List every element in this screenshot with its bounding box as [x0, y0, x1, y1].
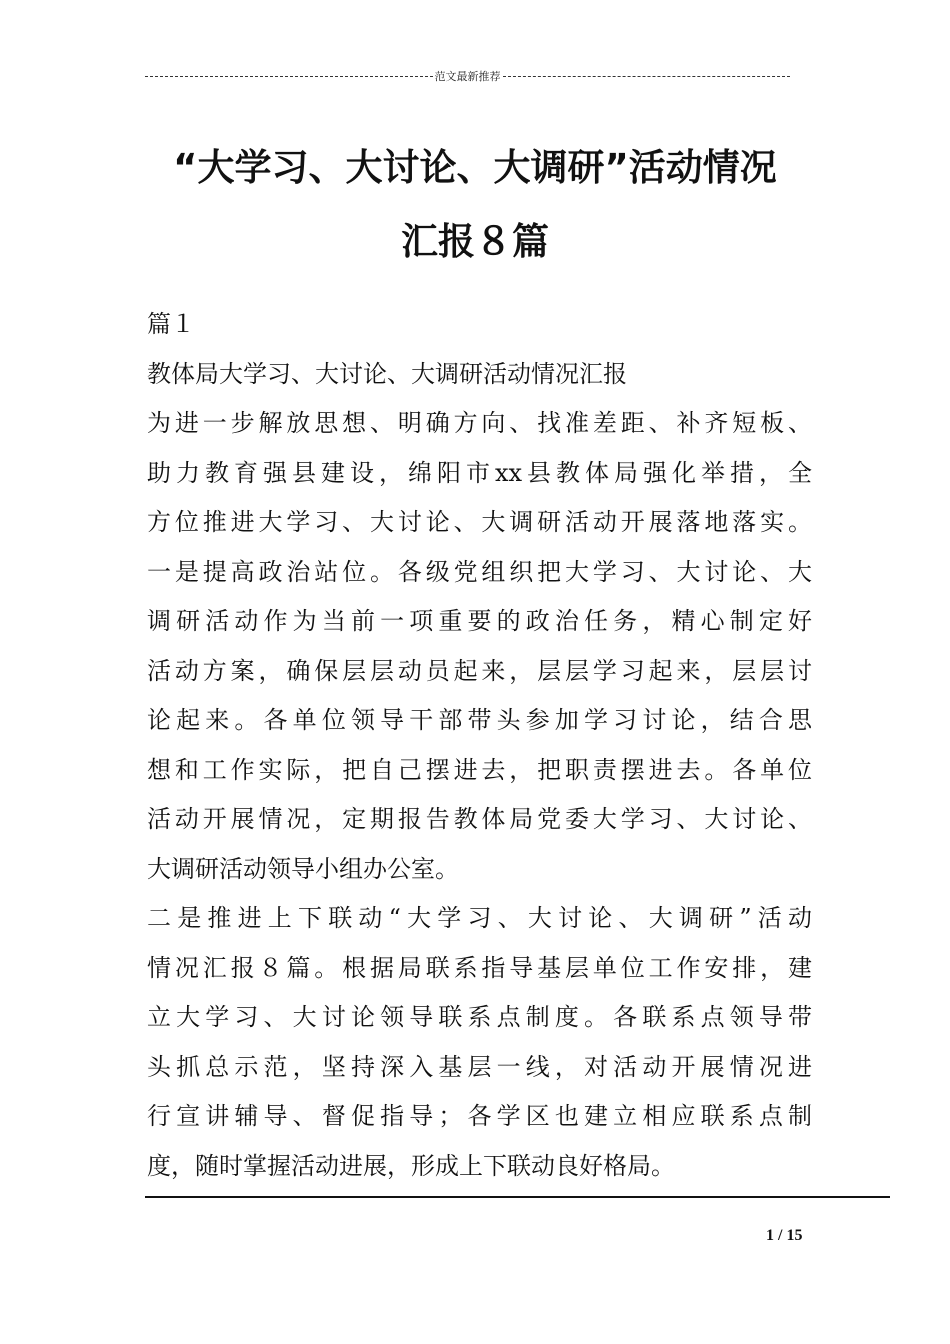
body-line: 活动开展情况，定期报告教体局党委大学习、大讨论、	[147, 805, 812, 833]
body-line: 想和工作实际，把自己摆进去，把职责摆进去。各单位	[147, 755, 812, 784]
body-line: 活动方案，确保层层动员起来，层层学习起来，层层讨	[147, 656, 812, 685]
body-line: 度，随时掌握活动进展，形成上下联动良好格局。	[147, 1151, 675, 1180]
body-line: 行宣讲辅导、督促指导；各学区也建立相应联系点制	[147, 1102, 812, 1130]
body-line: 为进一步解放思想、明确方向、找准差距、补齐短板、	[147, 409, 812, 437]
body-line: 论起来。各单位领导干部带头参加学习讨论，结合思	[147, 706, 812, 734]
body-line: 一是提高政治站位。各级党组织把大学习、大讨论、大	[147, 557, 812, 586]
document-title-line-1: “大学习、大讨论、大调研”活动情况	[173, 146, 777, 189]
body-line: 调研活动作为当前一项重要的政治任务，精心制定好	[147, 607, 812, 635]
footer-divider	[145, 1196, 890, 1198]
article-subtitle: 教体局大学习、大讨论、大调研活动情况汇报	[147, 359, 627, 388]
body-line: 头抓总示范，坚持深入基层一线，对活动开展情况进	[147, 1052, 812, 1081]
header-label: 范文最新推荐	[434, 70, 501, 83]
document-body	[147, 300, 812, 1191]
body-line: 二是推进上下联动“大学习、大讨论、大调研”活动	[147, 904, 812, 932]
page-header	[145, 68, 790, 84]
body-line: 大调研活动领导小组办公室。	[147, 854, 459, 883]
header-dash-right	[503, 76, 791, 77]
section-heading: 篇１	[147, 310, 195, 338]
header-dash-left	[145, 76, 433, 77]
body-line: 立大学习、大讨论领导联系点制度。各联系点领导带	[147, 1003, 812, 1031]
body-line: 情况汇报８篇。根据局联系指导基层单位工作安排，建	[147, 953, 812, 982]
document-title-line-2: 汇报８篇	[401, 220, 549, 263]
page-number: 1 / 15	[766, 1227, 803, 1244]
body-line: 助力教育强县建设，绵阳市xx县教体局强化举措，全	[147, 458, 812, 487]
body-line: 方位推进大学习、大讨论、大调研活动开展落地落实。	[147, 508, 812, 536]
